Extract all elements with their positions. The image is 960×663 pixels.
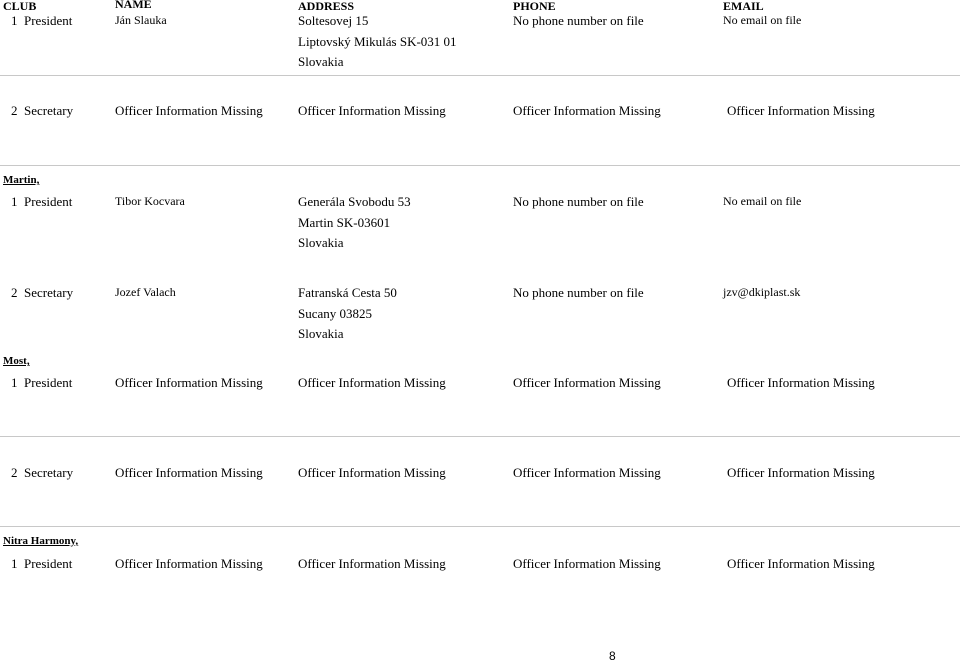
header-address: ADDRESS	[298, 0, 355, 13]
address-line: Soltesovej 15	[298, 13, 369, 28]
row-number: 2	[11, 465, 18, 480]
officer-email: Officer Information Missing	[727, 556, 875, 571]
row-number: 1	[11, 13, 18, 28]
header-phone: PHONE	[513, 0, 556, 13]
address-line: Generála Svobodu 53	[298, 194, 411, 209]
officer-phone: No phone number on file	[513, 285, 644, 300]
officer-phone: No phone number on file	[513, 13, 644, 28]
row-role: Secretary	[24, 285, 74, 300]
address-line: Slovakia	[298, 54, 344, 69]
officer-email: No email on file	[723, 194, 802, 208]
address-line: Slovakia	[298, 235, 344, 250]
address-line: Officer Information Missing	[298, 375, 446, 390]
address-line: Martin SK-03601	[298, 215, 391, 230]
officer-phone: Officer Information Missing	[513, 375, 661, 390]
address-line: Officer Information Missing	[298, 465, 446, 480]
officer-name: Officer Information Missing	[115, 556, 263, 571]
row-role: Secretary	[24, 103, 74, 118]
header-email: EMAIL	[723, 0, 764, 13]
officer-name: Tibor Kocvara	[115, 194, 185, 208]
row-divider	[0, 526, 960, 527]
row-divider	[0, 436, 960, 437]
page-number: 8	[609, 649, 616, 663]
row-role: Secretary	[24, 465, 74, 480]
address-line: Officer Information Missing	[298, 103, 446, 118]
club-name: Nitra Harmony,	[3, 535, 79, 547]
row-divider	[0, 75, 960, 76]
row-divider	[0, 165, 960, 166]
officer-name: Officer Information Missing	[115, 103, 263, 118]
row-number: 1	[11, 556, 18, 571]
address-line: Liptovský Mikulás SK-031 01	[298, 34, 457, 49]
officer-email: Officer Information Missing	[727, 103, 875, 118]
officer-name: Jozef Valach	[115, 285, 176, 299]
officer-phone: Officer Information Missing	[513, 103, 661, 118]
officer-phone: No phone number on file	[513, 194, 644, 209]
officer-phone: Officer Information Missing	[513, 465, 661, 480]
header-club: CLUB	[3, 0, 37, 13]
address-line: Officer Information Missing	[298, 556, 446, 571]
officer-phone: Officer Information Missing	[513, 556, 661, 571]
address-line: Sucany 03825	[298, 306, 373, 321]
officer-name: Officer Information Missing	[115, 375, 263, 390]
officer-email: No email on file	[723, 13, 802, 27]
club-name: Martin,	[3, 174, 40, 186]
row-role: President	[24, 375, 73, 390]
row-number: 1	[11, 194, 18, 209]
row-role: President	[24, 13, 73, 28]
row-number: 2	[11, 103, 18, 118]
row-number: 2	[11, 285, 18, 300]
row-number: 1	[11, 375, 18, 390]
officer-email: Officer Information Missing	[727, 465, 875, 480]
row-role: President	[24, 556, 73, 571]
address-line: Fatranská Cesta 50	[298, 285, 397, 300]
officer-name: Officer Information Missing	[115, 465, 263, 480]
row-role: President	[24, 194, 73, 209]
officer-name: Ján Slauka	[115, 13, 167, 27]
club-name: Most,	[3, 355, 30, 367]
header-name: NAME	[115, 0, 152, 11]
officer-email: Officer Information Missing	[727, 375, 875, 390]
officer-email: jzv@dkiplast.sk	[723, 285, 801, 299]
address-line: Slovakia	[298, 326, 344, 341]
